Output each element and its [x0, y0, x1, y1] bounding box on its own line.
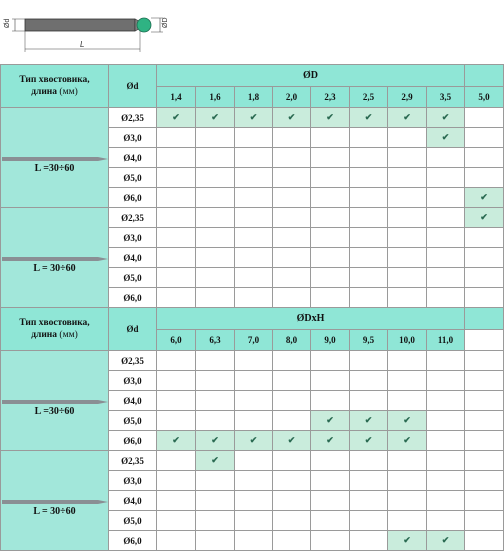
check-icon: ✔: [403, 415, 411, 425]
empty-cell: [465, 431, 504, 451]
availability-mark: [427, 531, 465, 551]
empty-cell: [465, 108, 504, 128]
empty-cell: [273, 471, 311, 491]
empty-cell: [465, 148, 504, 168]
empty-cell: [350, 531, 388, 551]
shank-diameter-value: Ø3,0: [109, 371, 157, 391]
check-icon: ✔: [211, 435, 219, 445]
empty-cell: [273, 411, 311, 431]
empty-cell: [465, 248, 504, 268]
empty-cell: [196, 168, 235, 188]
empty-cell: [311, 248, 350, 268]
availability-mark: [388, 531, 427, 551]
availability-mark: [311, 431, 350, 451]
empty-cell: [235, 451, 273, 471]
empty-cell: [311, 288, 350, 308]
empty-cell: [388, 471, 427, 491]
empty-cell: [273, 128, 311, 148]
shank-diameter-value: Ø4,0: [109, 391, 157, 411]
empty-cell: [196, 371, 235, 391]
empty-cell: [427, 168, 465, 188]
check-icon: ✔: [211, 455, 219, 465]
main-dimension-header: ØDxH: [157, 308, 465, 330]
empty-cell: [388, 148, 427, 168]
availability-mark: [427, 128, 465, 148]
shank-diameter-value: Ø4,0: [109, 248, 157, 268]
availability-mark: [157, 108, 196, 128]
empty-cell: [196, 248, 235, 268]
empty-cell: [235, 491, 273, 511]
empty-cell: [273, 208, 311, 228]
availability-mark: [427, 108, 465, 128]
empty-cell: [311, 511, 350, 531]
shank-length-label: L = 30÷60: [33, 505, 76, 517]
empty-cell: [388, 288, 427, 308]
empty-cell: [273, 371, 311, 391]
empty-cell: [273, 168, 311, 188]
empty-cell: [157, 471, 196, 491]
empty-cell: [273, 451, 311, 471]
empty-cell: [350, 371, 388, 391]
empty-cell: [350, 208, 388, 228]
shank-group-1: [1, 351, 109, 451]
check-icon: ✔: [326, 435, 334, 445]
empty-cell: [235, 128, 273, 148]
empty-cell: [350, 288, 388, 308]
empty-cell: [388, 491, 427, 511]
shank-length-label: L =30÷60: [34, 162, 75, 174]
check-icon: ✔: [249, 435, 258, 445]
diagram-L-label: L: [80, 40, 85, 49]
empty-cell: [157, 411, 196, 431]
empty-cell: [465, 491, 504, 511]
empty-cell: [311, 268, 350, 288]
empty-cell: [427, 228, 465, 248]
empty-cell: [350, 268, 388, 288]
availability-mark: [465, 188, 504, 208]
empty-cell: [311, 451, 350, 471]
shank-diameter-value: Ø3,0: [109, 228, 157, 248]
shank-diameter-value: Ø6,0: [109, 431, 157, 451]
empty-cell: [350, 248, 388, 268]
empty-cell: [427, 148, 465, 168]
empty-cell: [311, 208, 350, 228]
corner-unit: (мм): [59, 87, 78, 97]
empty-cell: [350, 351, 388, 371]
empty-cell: [157, 208, 196, 228]
table-row: [1, 351, 504, 371]
empty-cell: [235, 268, 273, 288]
empty-cell: [273, 531, 311, 551]
shank-diameter-value: Ø5,0: [109, 168, 157, 188]
empty-cell: [427, 391, 465, 411]
empty-cell: [465, 128, 504, 148]
shank-icon: [2, 255, 108, 263]
empty-cell: [350, 228, 388, 248]
availability-mark: [388, 108, 427, 128]
empty-cell: [235, 411, 273, 431]
shank-diameter-value: Ø5,0: [109, 511, 157, 531]
check-icon: ✔: [364, 415, 373, 425]
corner-header: [1, 308, 109, 351]
empty-cell: [311, 491, 350, 511]
empty-cell: [235, 148, 273, 168]
column-header: 11,0: [427, 330, 465, 351]
empty-cell: [427, 511, 465, 531]
corner-subtitle: длина: [31, 330, 58, 340]
empty-cell: [235, 248, 273, 268]
empty-cell: [235, 391, 273, 411]
column-header: 2,0: [273, 87, 311, 108]
empty-cell: [311, 188, 350, 208]
shank-diameter-value: Ø2,35: [109, 108, 157, 128]
empty-cell: [157, 148, 196, 168]
empty-cell: [235, 288, 273, 308]
empty-cell: [273, 351, 311, 371]
shank-diameter-value: Ø2,35: [109, 351, 157, 371]
empty-cell: [235, 371, 273, 391]
empty-cell: [388, 228, 427, 248]
column-header: 9,0: [311, 330, 350, 351]
empty-cell: [465, 268, 504, 288]
availability-mark: [311, 108, 350, 128]
empty-cell: [388, 168, 427, 188]
shank-group-2: [1, 208, 109, 308]
empty-cell: [350, 168, 388, 188]
check-icon: ✔: [441, 132, 450, 142]
empty-cell: [311, 471, 350, 491]
shank-diameter-value: Ø3,0: [109, 128, 157, 148]
empty-cell: [157, 128, 196, 148]
shank-diameter-value: Ø6,0: [109, 188, 157, 208]
shank-diameter-value: Ø4,0: [109, 491, 157, 511]
column-header: 2,9: [388, 87, 427, 108]
empty-cell: [157, 248, 196, 268]
empty-cell: [350, 511, 388, 531]
empty-cell: [388, 371, 427, 391]
empty-cell: [465, 471, 504, 491]
empty-cell: [388, 511, 427, 531]
availability-mark: [196, 451, 235, 471]
empty-cell: [350, 451, 388, 471]
empty-cell: [157, 188, 196, 208]
empty-cell: [196, 531, 235, 551]
empty-cell: [465, 288, 504, 308]
diagram-D-label: ØD: [162, 17, 169, 28]
column-header: 3,5: [427, 87, 465, 108]
check-icon: ✔: [287, 435, 296, 445]
empty-cell: [465, 451, 504, 471]
column-header: 2,5: [350, 87, 388, 108]
ball-head-icon: [137, 18, 151, 32]
shank-diameter-value: Ø6,0: [109, 288, 157, 308]
empty-cell: [388, 248, 427, 268]
check-icon: ✔: [403, 112, 411, 122]
column-header: 10,0: [388, 330, 427, 351]
empty-cell: [196, 471, 235, 491]
empty-cell: [311, 148, 350, 168]
column-header: 8,0: [273, 330, 311, 351]
column-header: 6,3: [196, 330, 235, 351]
check-icon: ✔: [480, 212, 488, 222]
empty-cell: [157, 168, 196, 188]
shank-icon: [2, 155, 108, 163]
empty-cell: [235, 511, 273, 531]
empty-cell: [388, 451, 427, 471]
check-icon: ✔: [172, 435, 180, 445]
empty-cell: [157, 531, 196, 551]
check-icon: ✔: [172, 112, 180, 122]
column-header: 1,4: [157, 87, 196, 108]
empty-cell: [465, 531, 504, 551]
shank-diameter-value: Ø2,35: [109, 451, 157, 471]
empty-cell: [388, 188, 427, 208]
check-icon: ✔: [480, 192, 488, 202]
header-spacer: [465, 308, 504, 330]
table-head-size: [0, 307, 504, 551]
diagram-d-label: Ød: [4, 18, 11, 28]
shank-group-1: [1, 108, 109, 208]
empty-cell: [196, 411, 235, 431]
check-icon: ✔: [326, 112, 334, 122]
empty-cell: [196, 351, 235, 371]
empty-cell: [196, 511, 235, 531]
empty-cell: [273, 491, 311, 511]
shank-diameter-value: Ø5,0: [109, 268, 157, 288]
availability-mark: [350, 411, 388, 431]
check-icon: ✔: [441, 112, 450, 122]
empty-cell: [196, 148, 235, 168]
empty-cell: [157, 491, 196, 511]
empty-cell: [350, 391, 388, 411]
empty-cell: [465, 411, 504, 431]
shank-icon: [2, 398, 108, 406]
table-row: [1, 451, 504, 471]
check-icon: ✔: [211, 112, 219, 122]
empty-cell: [157, 268, 196, 288]
empty-cell: [427, 431, 465, 451]
main-dimension-header: ØD: [157, 65, 465, 87]
empty-cell: [311, 128, 350, 148]
availability-mark: [388, 411, 427, 431]
empty-cell: [157, 391, 196, 411]
shank-group-2: [1, 451, 109, 551]
empty-cell: [157, 228, 196, 248]
empty-cell: [427, 248, 465, 268]
empty-cell: [465, 391, 504, 411]
table-row: [1, 108, 504, 128]
shank-length-label: L =30÷60: [34, 405, 75, 417]
availability-mark: [235, 431, 273, 451]
column-header: 7,0: [235, 330, 273, 351]
empty-cell: [235, 208, 273, 228]
empty-cell: [388, 128, 427, 148]
empty-cell: [311, 371, 350, 391]
empty-cell: [388, 208, 427, 228]
column-header: 9,5: [350, 330, 388, 351]
column-header: 1,8: [235, 87, 273, 108]
column-header: 5,0: [465, 87, 504, 108]
check-icon: ✔: [287, 112, 296, 122]
empty-cell: [427, 288, 465, 308]
empty-cell: [196, 268, 235, 288]
empty-cell: [196, 391, 235, 411]
shank-diameter-value: Ø4,0: [109, 148, 157, 168]
availability-mark: [235, 108, 273, 128]
empty-cell: [427, 188, 465, 208]
empty-cell: [465, 228, 504, 248]
availability-mark: [196, 108, 235, 128]
empty-cell: [273, 248, 311, 268]
check-icon: ✔: [249, 112, 258, 122]
column-header: [465, 330, 504, 351]
shank-diameter-header: Ød: [109, 65, 157, 108]
empty-cell: [350, 491, 388, 511]
empty-cell: [311, 391, 350, 411]
empty-cell: [427, 208, 465, 228]
empty-cell: [311, 351, 350, 371]
empty-cell: [427, 351, 465, 371]
empty-cell: [427, 471, 465, 491]
availability-mark: [350, 108, 388, 128]
availability-mark: [350, 431, 388, 451]
shank-diameter-value: Ø5,0: [109, 411, 157, 431]
empty-cell: [196, 128, 235, 148]
shank-diameter-value: Ø3,0: [109, 471, 157, 491]
empty-cell: [235, 188, 273, 208]
check-icon: ✔: [364, 112, 373, 122]
empty-cell: [157, 288, 196, 308]
empty-cell: [350, 148, 388, 168]
empty-cell: [273, 228, 311, 248]
availability-mark: [273, 431, 311, 451]
availability-mark: [196, 431, 235, 451]
empty-cell: [157, 511, 196, 531]
availability-mark: [465, 208, 504, 228]
empty-cell: [350, 188, 388, 208]
table-row: [1, 208, 504, 228]
empty-cell: [235, 531, 273, 551]
column-header: 2,3: [311, 87, 350, 108]
corner-subtitle: длина: [31, 87, 58, 97]
corner-title: Тип хвостовика,: [19, 318, 90, 328]
availability-mark: [388, 431, 427, 451]
empty-cell: [465, 168, 504, 188]
column-header: 1,6: [196, 87, 235, 108]
empty-cell: [465, 351, 504, 371]
empty-cell: [311, 168, 350, 188]
empty-cell: [427, 371, 465, 391]
empty-cell: [157, 371, 196, 391]
empty-cell: [235, 228, 273, 248]
tool-diagram: [0, 0, 504, 64]
empty-cell: [273, 268, 311, 288]
corner-header: [1, 65, 109, 108]
table-ball-diameter: [0, 64, 504, 308]
empty-cell: [350, 128, 388, 148]
empty-cell: [157, 451, 196, 471]
empty-cell: [273, 188, 311, 208]
empty-cell: [273, 288, 311, 308]
empty-cell: [196, 288, 235, 308]
check-icon: ✔: [403, 535, 411, 545]
empty-cell: [235, 168, 273, 188]
availability-mark: [157, 431, 196, 451]
shank-icon: [2, 498, 108, 506]
empty-cell: [427, 451, 465, 471]
empty-cell: [311, 228, 350, 248]
check-icon: ✔: [441, 535, 450, 545]
shank-diameter-header: Ød: [109, 308, 157, 351]
empty-cell: [427, 411, 465, 431]
empty-cell: [350, 471, 388, 491]
empty-cell: [235, 351, 273, 371]
empty-cell: [235, 471, 273, 491]
empty-cell: [273, 391, 311, 411]
availability-mark: [311, 411, 350, 431]
shank-diameter-value: Ø2,35: [109, 208, 157, 228]
empty-cell: [388, 351, 427, 371]
empty-cell: [273, 148, 311, 168]
empty-cell: [311, 531, 350, 551]
empty-cell: [427, 491, 465, 511]
empty-cell: [196, 208, 235, 228]
empty-cell: [465, 371, 504, 391]
empty-cell: [427, 268, 465, 288]
empty-cell: [196, 491, 235, 511]
shank-diameter-value: Ø6,0: [109, 531, 157, 551]
check-icon: ✔: [403, 435, 411, 445]
check-icon: ✔: [364, 435, 373, 445]
empty-cell: [157, 351, 196, 371]
empty-cell: [273, 511, 311, 531]
empty-cell: [196, 188, 235, 208]
column-header: 6,0: [157, 330, 196, 351]
check-icon: ✔: [326, 415, 334, 425]
empty-cell: [465, 511, 504, 531]
availability-mark: [273, 108, 311, 128]
corner-unit: (мм): [59, 330, 78, 340]
empty-cell: [388, 268, 427, 288]
corner-title: Тип хвостовика,: [19, 75, 90, 85]
empty-cell: [196, 228, 235, 248]
empty-cell: [388, 391, 427, 411]
shank-length-label: L = 30÷60: [33, 262, 76, 274]
header-spacer: [465, 65, 504, 87]
